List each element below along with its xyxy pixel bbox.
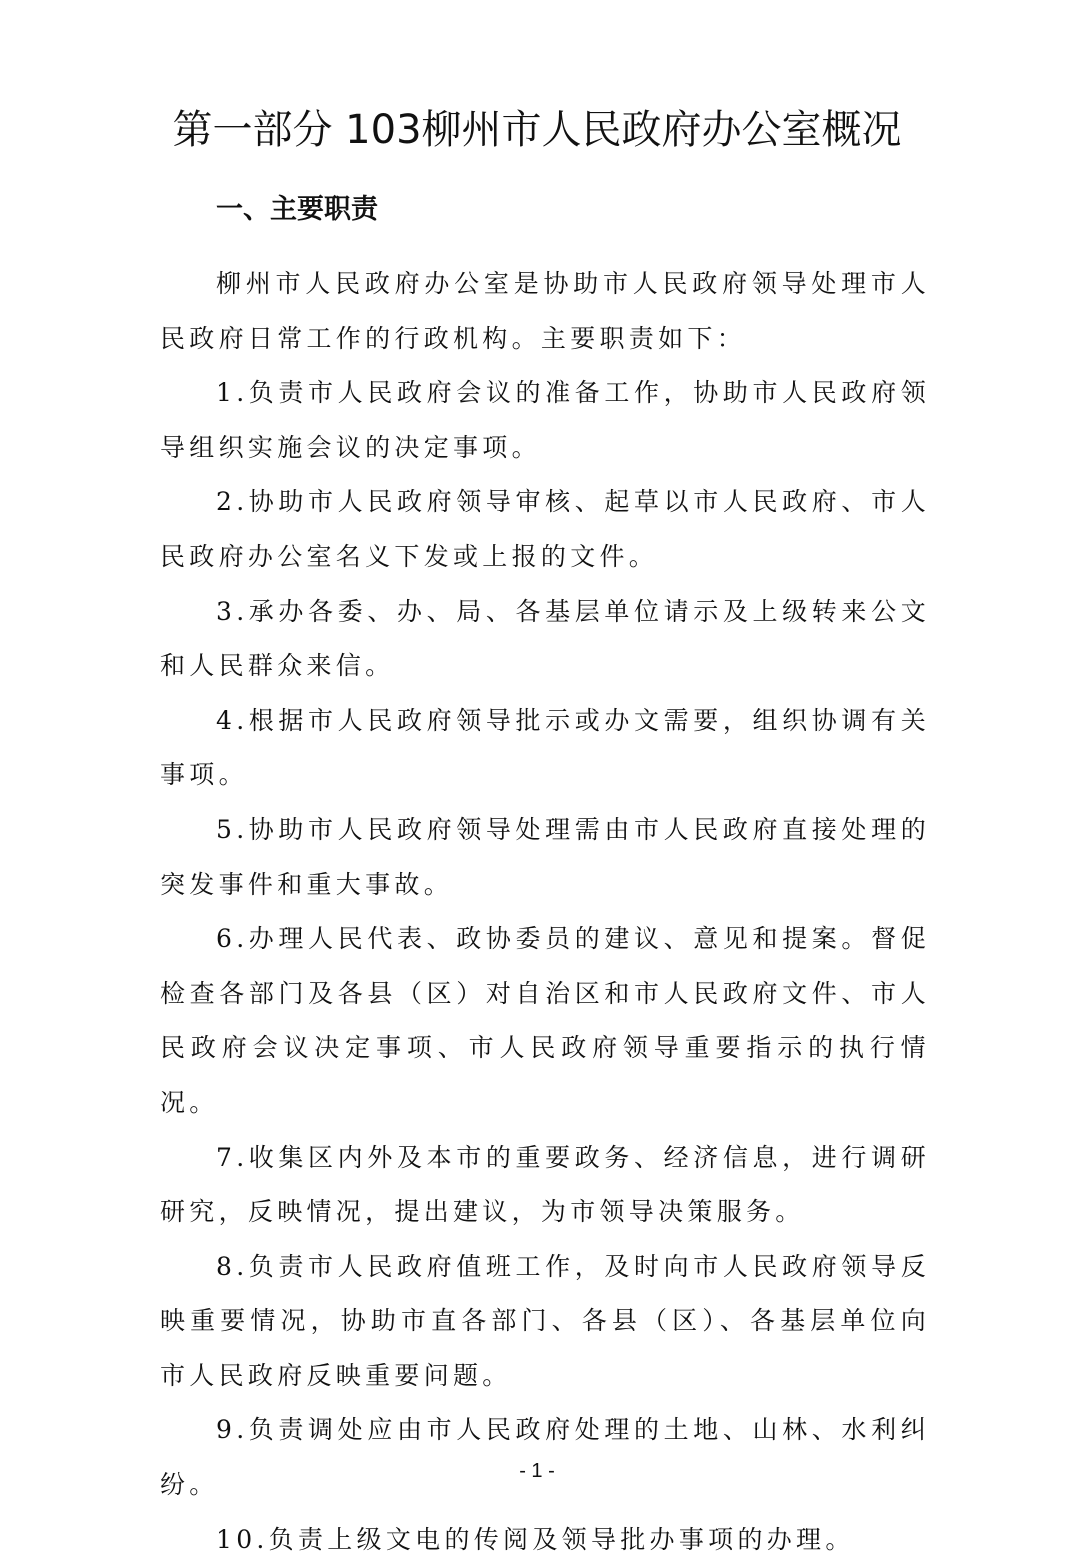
section-heading: 一、主要职责 [216,194,378,225]
paragraph-item-7: 7.收集区内外及本市的重要政务、经济信息，进行调研研究，反映情况，提出建议，为市领导决策服务。 [160,1142,930,1227]
paragraph-item-8: 8.负责市人民政府值班工作，及时向市人民政府领导反映重要情况，协助市直各部门、各县（区）、各基层单位向市人民政府反映重要问题。 [160,1251,930,1390]
paragraph-item-2: 2.协助市人民政府领导审核、起草以市人民政府、市人民政府办公室名义下发或上报的文件。 [160,487,930,571]
paragraph-item-9: 9.负责调处应由市人民政府处理的土地、山林、水利纠纷。 [160,1415,930,1500]
paragraph-item-5: 5.协助市人民政府领导处理需由市人民政府直接处理的突发事件和重大事故。 [160,814,930,899]
paragraph-item-1: 1.负责市人民政府会议的准备工作，协助市人民政府领导组织实施会议的决定事项。 [160,378,930,462]
document-title: 第一部分 103柳州市人民政府办公室概况 [172,107,902,153]
paragraph-item-10: 10.负责上级文电的传阅及领导批办事项的办理。 [216,1524,855,1554]
paragraph-item-4: 4.根据市人民政府领导批示或办文需要，组织协调有关事项。 [160,705,930,790]
paragraph-item-3: 3.承办各委、办、局、各基层单位请示及上级转来公文和人民群众来信。 [160,596,930,681]
body-text [160,257,930,1567]
page-number: - 1 - [519,1460,555,1482]
paragraph-intro: 柳州市人民政府办公室是协助市人民政府领导处理市人民政府日常工作的行政机构。主要职责如下： [160,269,930,353]
paragraph-item-6: 6.办理人民代表、政协委员的建议、意见和提案。督促检查各部门及各县（区）对自治区和市人民政府文件、市人民政府会议决定事项、市人民政府领导重要指示的执行情况。 [160,924,930,1117]
